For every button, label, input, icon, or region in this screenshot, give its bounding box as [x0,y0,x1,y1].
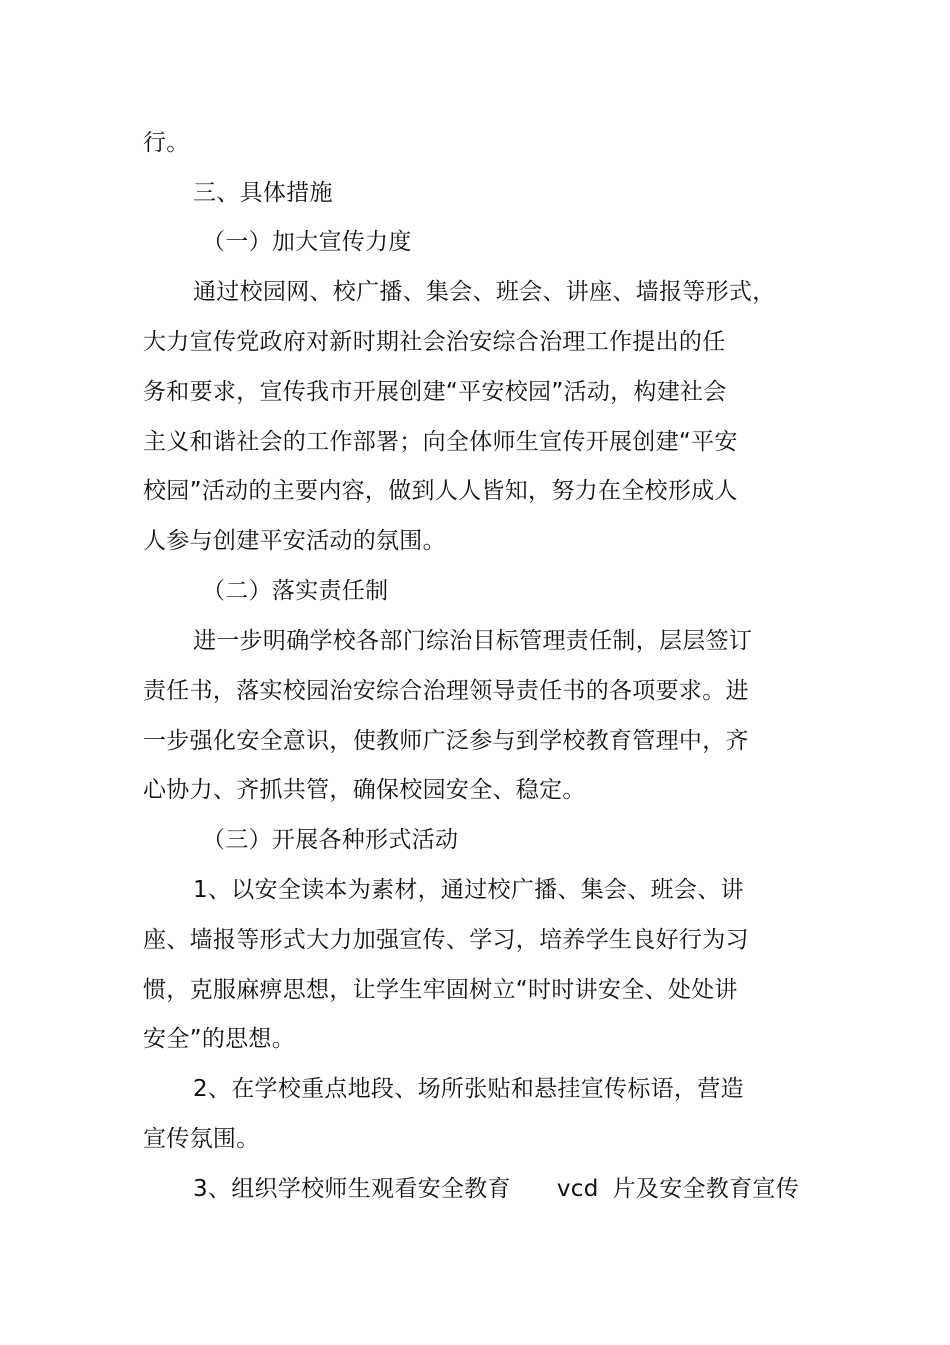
paragraph-line: 校园”活动的主要内容，做到人人皆知，努力在全校形成人 [143,478,738,504]
list-item-text: vcd [556,1176,599,1202]
paragraph-line: 主义和谐社会的工作部署；向全体师生宣传开展创建“平安 [143,429,738,455]
paragraph-line: 行。 [143,130,190,156]
subsection-heading: （三）开展各种形式活动 [202,827,459,853]
paragraph-line: 人参与创建平安活动的氛围。 [143,528,446,554]
paragraph-line: 心协力、齐抓共管，确保校园安全、稳定。 [143,777,586,803]
subsection-heading: （一）加大宣传力度 [202,229,412,255]
section-heading: 三、具体措施 [193,180,333,206]
paragraph-line: 进一步明确学校各部门综治目标管理责任制，层层签订 [193,628,753,654]
list-item-text: 3、组织学校师生观看安全教育 [193,1176,511,1202]
list-item-line [193,1174,799,1204]
list-item-text: 片及安全教育宣传 [612,1176,800,1202]
list-item-line: 2、在学校重点地段、场所张贴和悬挂宣传标语，营造 [193,1076,744,1102]
list-item-line: 宣传氛围。 [143,1126,260,1152]
paragraph-line: 一步强化安全意识，使教师广泛参与到学校教育管理中，齐 [143,728,749,754]
paragraph-line: 责任书，落实校园治安综合治理领导责任书的各项要求。进 [143,678,749,704]
paragraph-line: 通过校园网、校广播、集会、班会、讲座、墙报等形式， [193,279,776,305]
list-item-line: 座、墙报等形式大力加强宣传、学习，培养学生良好行为习 [143,927,749,953]
list-item-line: 1、以安全读本为素材，通过校广播、集会、班会、讲 [193,877,744,903]
list-item-line: 惯，克服麻痹思想，让学生牢固树立“时时讲安全、处处讲 [143,977,738,1003]
subsection-heading: （二）落实责任制 [202,578,389,604]
paragraph-line: 大力宣传党政府对新时期社会治安综合治理工作提出的任 [143,329,726,355]
list-item-line: 安全”的思想。 [143,1026,296,1052]
paragraph-line: 务和要求，宣传我市开展创建“平安校园”活动，构建社会 [143,379,727,405]
